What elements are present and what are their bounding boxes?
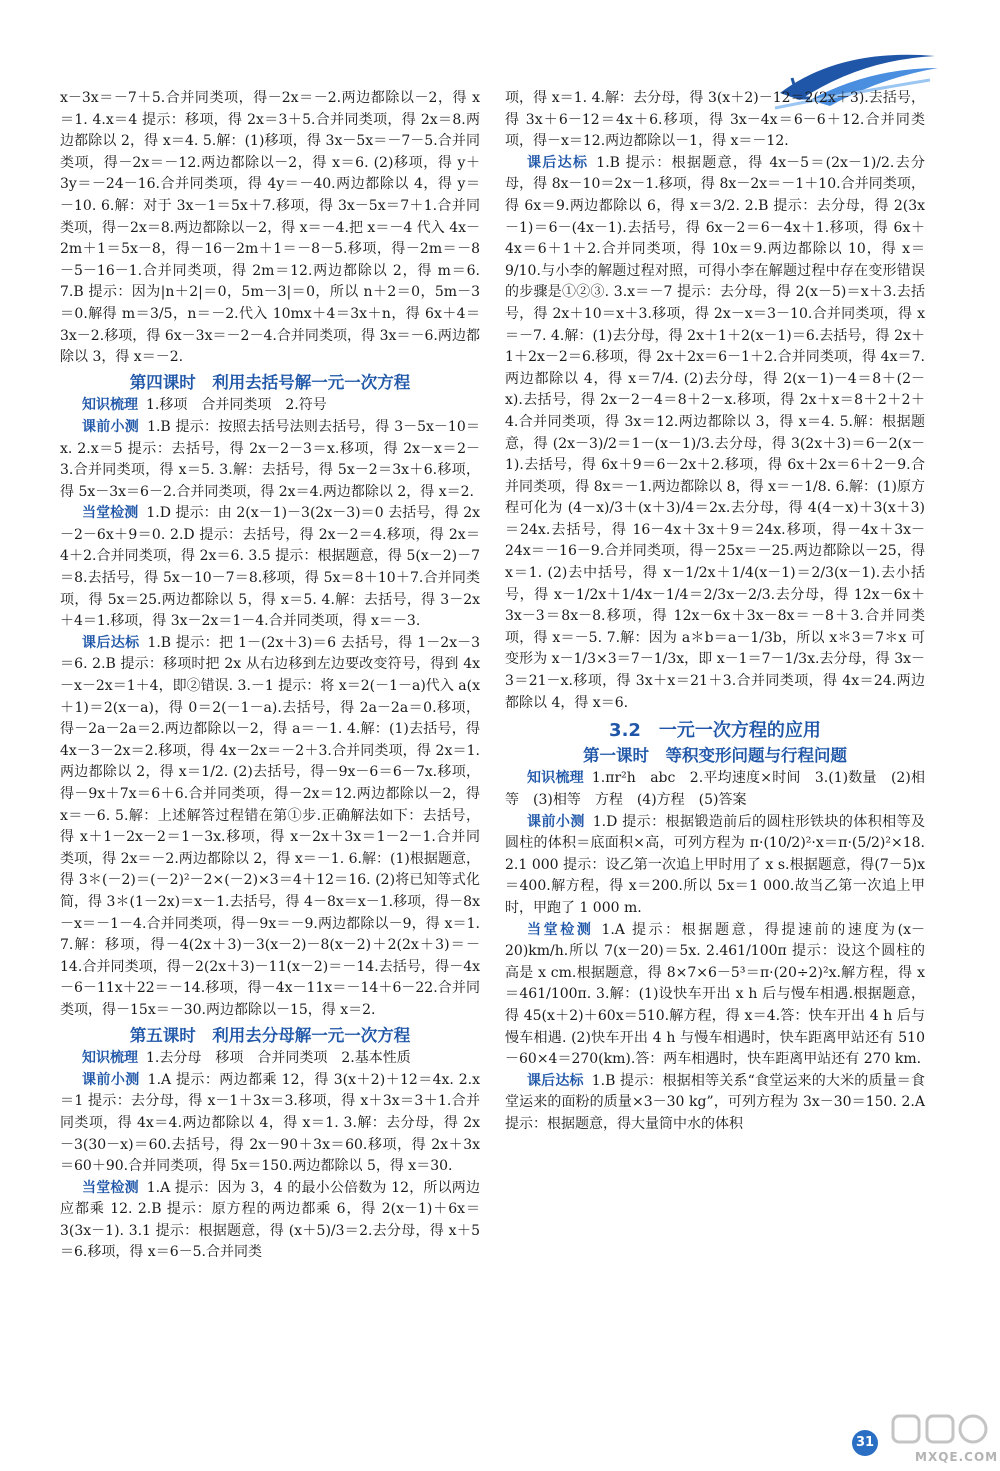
section-title: 第五课时 利用去分母解一元一次方程 xyxy=(129,1025,411,1045)
answer-paragraph xyxy=(505,153,925,714)
answer-paragraph xyxy=(60,503,480,633)
answer-paragraph xyxy=(505,1071,925,1136)
answer-paragraph xyxy=(60,1070,480,1178)
section-tag: 知识梳理 xyxy=(82,1050,138,1067)
section-tag: 知识梳理 xyxy=(527,770,584,787)
right-column xyxy=(505,88,925,1136)
section-title: 第四课时 利用去括号解一元一次方程 xyxy=(129,372,411,392)
answer-paragraph xyxy=(505,768,925,811)
section-tag: 知识梳理 xyxy=(82,397,138,414)
page-number: 31 xyxy=(852,1430,878,1456)
section-tag: 当堂检测 xyxy=(82,505,139,522)
answer-paragraph xyxy=(505,812,925,920)
answer-text: 1.D 提示：根据锻造前后的圆柱形铁块的体积相等及圆柱的体积＝底面积×高，可列方程为 π·(10/2)²·x＝π·(5/2)²×18. 2.1 000 提示：设乙第一次追上甲时用了 x s.根据题意，得(7－5)x＝400.解方程，得 x＝200.所以 5x＝1 000.故当乙第一次追上甲时，甲跑了 1 000 m. xyxy=(505,813,926,916)
left-column xyxy=(60,88,480,1264)
answer-paragraph xyxy=(505,920,925,1071)
section-title: 第一课时 等积变形问题与行程问题 xyxy=(583,745,847,765)
answer-text: 1.A 提示：两边都乘 12，得 3(x＋2)＋12＝4x. 2.x＝1 提示：去分母，得 x－1＋3x＝3.移项，得 x＋3x＝3＋1.合并同类项，得 4x＝4.两边都除以 4，得 x＝1. 3.解：去分母，得 2x－3(30－x)＝60.去括号，得 2x－90＋3x＝60.移项，得 2x＋3x＝60＋90.合并同类项，得 5x＝150.两边都除以 5，得 x＝30. xyxy=(60,1071,481,1175)
section-title: 3.2 一元一次方程的应用 xyxy=(609,720,821,742)
section-tag: 课后达标 xyxy=(527,1072,584,1089)
answer-paragraph xyxy=(60,395,480,417)
answer-paragraph xyxy=(60,417,480,503)
section-tag: 课前小测 xyxy=(82,418,140,435)
answer-text: 项，得 x＝1. 4.解：去分母，得 3(x＋2)－12＝2(2x＋3).去括号，得 3x＋6－12＝4x＋6.移项，得 3x－4x＝6－6＋12.合并同类项，得－x＝12.两边都除以－1，得 x＝－12. xyxy=(505,90,925,150)
answer-text: x－3x＝－7＋5.合并同类项，得－2x＝－2.两边都除以－2，得 x＝1. 4.x＝4 提示：移项，得 2x＝3＋5.合并同类项，得 2x＝8.两边都除以 2，得 x＝4. 5.解：(1)移项，得 3x－5x＝－7－5.合并同类项，得－2x＝－12.两边都除以－2，得 x＝6. (2)移项，得 y＋3y＝－24－16.合并同类项，得 4y＝－40.两边都除以 4，得 y＝－10. 6.解：对于 3x－1＝5x＋7.移项，得 3x－5x＝7＋1.合并同类项，得－2x＝8.两边都除以－2，得 x＝－4.把 x＝－4 代入 4x－2m＋1＝5x－8，得－16－2m＋1＝－8－5.移项，得－2m＝－8－5－16－1.合并同类项，得 2m＝12.两边都除以 2，得 m＝6. 7.B 提示：因为|n＋2|＝0，5m－3|＝0，所以 n＋2＝0，5m－3＝0.解得 m＝3/5，n＝－2.代入 10mx＋4＝3x＋n，得 6x＋4＝3x－2.移项，得 6x－3x＝－2－4.合并同类项，得 3x＝－6.两边都除以 3，得 x＝－2. xyxy=(60,90,480,366)
section-tag: 课前小测 xyxy=(527,813,585,830)
answer-text: 1.A 提示：根据题意，得提速前的速度为(x－20)km/h.所以 7(x－20)＝5x. 2.461/100π 提示：设这个圆柱的高是 x cm.根据题意，得 8×7×6－5³＝π·(20÷2)²x.解方程，得 x＝461/100π. 3.解：(1)设快车开出 x h 后与慢车相遇.根据题意，得 45(x＋2)＋60x＝510.解方程，得 x＝4.答：快车开出 4 h 后与慢车相遇. (2)快车开出 4 h 与慢车相遇时，快车距离甲站还有 510－60×4＝270(km).答：两车相遇时，快车距离甲站还有 270 km. xyxy=(505,921,926,1068)
answer-paragraph xyxy=(60,633,480,1022)
watermark-text: MXQE.COM xyxy=(915,1450,999,1464)
answer-paragraph xyxy=(60,1048,480,1070)
answer-text: 1.B 提示：根据题意，得 4x－5＝(2x－1)/2.去分母，得 8x－10＝2x－1.移项，得 8x－2x＝－1＋10.合并同类项，得 6x＝9.两边都除以 6，得 x＝3/2. 2.B 提示：去分母，得 2(3x－1)＝6－(4x－1).去括号，得 6x－2＝6－4x＋1.移项，得 6x＋4x＝6＋1＋2.合并同类项，得 10x＝9.两边都除以 10，得 x＝9/10.与小李的解题过程对照，可得小李在解题过程中存在变形错误的步骤是①②③. 3.x＝－7 提示：去分母，得 2(x－5)＝x＋3.去括号，得 2x＋10＝x＋3.移项，得 2x－x＝3－10.合并同类项，得 x＝－7. 4.解：(1)去分母，得 2x＋1＋2(x－1)＝6.去括号，得 2x＋1＋2x－2＝6.移项，得 2x＋2x＝6－1＋2.合并同类项，得 4x＝7.两边都除以 4，得 x＝7/4. (2)去分母，得 2(x－1)－4＝8＋(2－x).去括号，得 2x－2－4＝8＋2－x.移项，得 2x＋x＝8＋2＋2＋4.合并同类项，得 3x＝12.两边都除以 3，得 x＝4. 5.解：根据题意，得 (2x－3)/2＝1－(x－1)/3.去分母，得 3(2x＋3)＝6－2(x－1).去括号，得 6x＋9＝6－2x＋2.移项，得 6x＋2x＝6＋2－9.合并同类项，得 8x＝－1.两边都除以 8，得 x＝－1/8. 6.解：(1)原方程可化为 (4－x)/3＋(x＋3)/4＝2x.去分母，得 4(4－x)＋3(x＋3)＝24x.去括号，得 16－4x＋3x＋9＝24x.移项，得－4x＋3x－24x＝－16－9.合并同类项，得－25x＝－25.两边都除以－25，得 x＝1. (2)去中括号，得 x－1/2x＋1/4(x－1)＝2/3(x－1).去小括号，得 x－1/2x＋1/4x－1/4＝2/3x－2/3.去分母，得 12x－6x＋3x－3＝8x－8.移项，得 12x－6x＋3x－8x＝－8＋3.合并同类项，得 x＝－5. 7.解：因为 a＊b＝a－1/3b，所以 x＊3＝7＊x 可变形为 x－1/3×3＝7－1/3x，即 x－1＝7－1/3x.去分母，得 3x－3＝21－x.移项，得 3x＋x＝21＋3.合并同类项，得 4x＝24.两边都除以 4，得 x＝6. xyxy=(505,154,926,711)
answer-text: 1.πr²h abc 2.平均速度×时间 3.(1)数量 (2)相等 (3)相等 方程 (4)方程 (5)答案 xyxy=(505,770,926,808)
section-tag: 当堂检测 xyxy=(82,1179,139,1196)
answer-text: 1.去分母 移项 合并同类项 2.基本性质 xyxy=(146,1050,411,1067)
answer-text: 1.B 提示：把 1－(2x＋3)＝6 去括号，得 1－2x－3＝6. 2.B 提示：移项时把 2x 从右边移到左边要改变符号，得到 4x－x－2x＝1＋4，即②错误. 3.－1 提示：将 x＝2(－1－a)代入 a(x＋1)＝2(x－a)，得 0＝2(－1－a).去括号，得 2a－2a＝0.移项，得－2a－2a＝2.两边都除以－2，得 a＝－1. 4.解：(1)去括号，得 4x－3－2x＝2.移项，得 4x－2x＝－2＋3.合并同类项，得 2x＝1.两边都除以 2，得 x＝1/2. (2)去括号，得－9x－6＝6－7x.移项，得－9x＋7x＝6＋6.合并同类项，得－2x＝12.两边都除以－2，得 x＝－6. 5.解：上述解答过程错在第①步.正确解法如下：去括号，得 x＋1－2x－2＝1－3x.移项，得 x－2x＋3x＝1－2－1.合并同类项，得 2x＝－2.两边都除以 2，得 x＝－1. 6.解：(1)根据题意，得 3＊(－2)＝(－2)²－2×(－2)×3＝4＋12＝16. (2)将已知等式化简，得 3＊(1－2x)＝x－1.去括号，得 4－8x＝x－1.移项，得－8x－x＝－1－4.合并同类项，得－9x＝－9.两边都除以－9，得 x＝1. 7.解：移项，得－4(2x＋3)－3(x－2)－8(x－2)＋2(2x＋3)＝－14.合并同类项，得－2(2x＋3)－11(x－2)＝－14.去括号，得－4x－6－11x＋22＝－14.移项，得－4x－11x＝－14＋6－22.合并同类项，得－15x＝－30.两边都除以－15，得 x＝2. xyxy=(60,634,481,1018)
answer-text: 1.A 提示：因为 3，4 的最小公倍数为 12，所以两边应都乘 12. 2.B 提示：原方程的两边都乘 6，得 2(x－1)＋6x＝3(3x－1). 3.1 提示：根据题意，得 (x＋5)/3＝2.去分母，得 x＋5＝6.移项，得 x＝6－5.合并同类 xyxy=(60,1179,481,1261)
section-tag: 课前小测 xyxy=(82,1071,140,1088)
answer-text: 1.B 提示：按照去括号法则去括号，得 3－5x－10＝x. 2.x＝5 提示：去括号，得 2x－2－3＝x.移项，得 2x－x＝2－3.合并同类项，得 x＝5. 3.解：去括号，得 5x－2＝3x＋6.移项，得 5x－3x＝6－2.合并同类项，得 2x＝4.两边都除以 2，得 x＝2. xyxy=(60,418,480,500)
answer-text: 1.移项 合并同类项 2.符号 xyxy=(146,397,327,414)
section-tag: 课后达标 xyxy=(527,154,589,171)
answer-text: 1.D 提示：由 2(x－1)－3(2x－3)＝0 去括号，得 2x－2－6x＋9＝0. 2.D 提示：去括号，得 2x－2＝4.移项，得 2x＝4＋2.合并同类项，得 2x＝6. 3.5 提示：根据题意，得 5(x－2)－7＝8.去括号，得 5x－10－7＝8.移项，得 5x＝8＋10＋7.合并同类项，得 5x＝25.两边都除以 5，得 x＝5. 4.解：去括号，得 3－2x＋4＝1.移项，得 3x－2x＝1－4.合并同类项，得 x＝－3. xyxy=(60,505,480,630)
answer-text: 1.B 提示：根据相等关系“食堂运来的大米的质量＝食堂运来的面粉的质量×3－30 kg”，可列方程为 3x－30＝150. 2.A 提示：根据题意，得大量筒中水的体积 xyxy=(505,1072,925,1132)
section-tag: 课后达标 xyxy=(82,634,140,651)
answer-paragraph xyxy=(60,88,480,369)
answer-paragraph xyxy=(505,88,925,153)
answer-paragraph xyxy=(60,1178,480,1264)
section-tag: 当堂检测 xyxy=(527,921,594,938)
